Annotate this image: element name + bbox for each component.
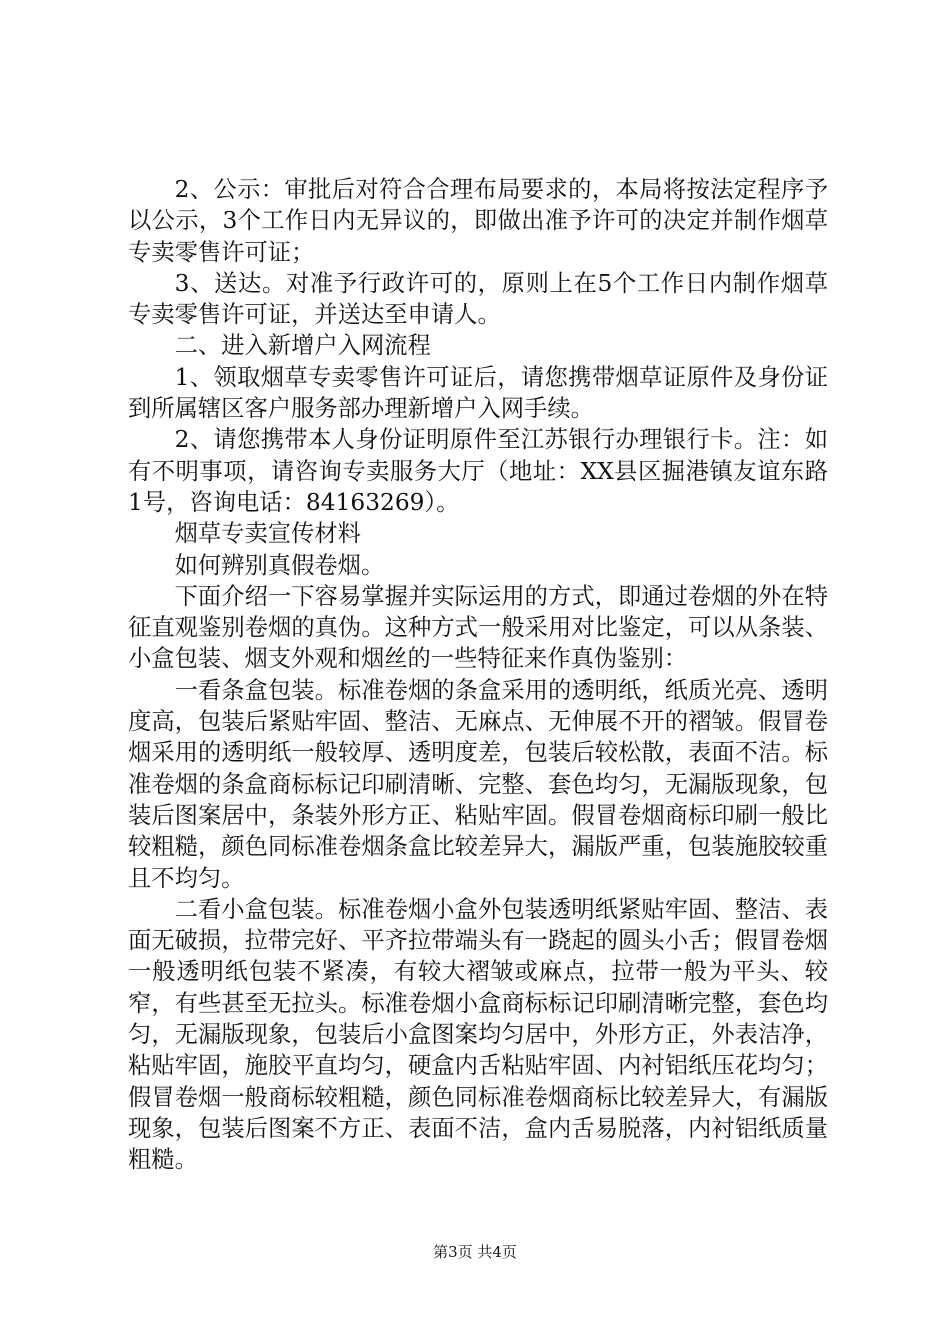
paragraph-carton-packaging: 一看条盒包装。标准卷烟的条盒采用的透明纸，纸质光亮、透明度高，包装后紧贴牢固、整洁、无麻点、无伸展不开的褶皱。假冒卷烟采用的透明纸一般较厚、透明度差，包装后较松散，表面不洁。标准卷烟的条盒商标标记印刷清晰、完整、套色均匀，无漏版现象，包装后图案居中，条装外形方正、粘贴牢固。假冒卷烟商标印刷一般比较粗糙，颜色同标准卷烟条盒比较差异大，漏版严重，包装施胶较重且不均匀。 — [128, 676, 828, 892]
document-body — [128, 174, 828, 1176]
section-heading-propaganda: 烟草专卖宣传材料 — [174, 520, 361, 548]
paragraph-publicity: 2、公示：审批后对符合合理布局要求的，本局将按法定程序予以公示，3个工作日内无异议的，即做出准予许可的决定并制作烟草专卖零售许可证； — [128, 176, 828, 266]
paragraph-network-step-2: 2、请您携带本人身份证明原件至江苏银行办理银行卡。注：如有不明事项，请咨询专卖服务大厅（地址：XX县区掘港镇友谊东路1号，咨询电话：84163269）。 — [128, 426, 828, 516]
paragraph-network-step-1: 1、领取烟草专卖零售许可证后，请您携带烟草证原件及身份证到所属辖区客户服务部办理新增户入网手续。 — [128, 363, 828, 423]
paragraph-small-box-packaging: 二看小盒包装。标准卷烟小盒外包装透明纸紧贴牢固、整洁、表面无破损，拉带完好、平齐拉带端头有一跷起的圆头小舌；假冒卷烟一般透明纸包装不紧凑，有较大褶皱或麻点，拉带一般为平头、较窄，有些甚至无拉头。标准卷烟小盒商标标记印刷清晰完整，套色均匀，无漏版现象，包装后小盒图案均匀居中，外形方正，外表洁净，粘贴牢固，施胶平直均匀，硬盒内舌粘贴牢固、内衬铝纸压花均匀；假冒卷烟一般商标较粗糙，颜色同标准卷烟商标比较差异大，有漏版现象，包装后图案不方正、表面不洁，盒内舌易脱落，内衬铝纸质量粗糙。 — [128, 895, 828, 1174]
paragraph-delivery: 3、送达。对准予行政许可的，原则上在5个工作日内制作烟草专卖零售许可证，并送达至申请人。 — [128, 269, 828, 329]
page-number-footer: 第3页 共4页 — [433, 1243, 517, 1261]
section-heading-network: 二、进入新增户入网流程 — [174, 332, 431, 360]
paragraph-introduction: 下面介绍一下容易掌握并实际运用的方式，即通过卷烟的外在特征直观鉴别卷烟的真伪。这种方式一般采用对比鉴定，可以从条装、小盒包装、烟支外观和烟丝的一些特征来作真伪鉴别： — [128, 582, 828, 673]
subheading-identify-cigarettes: 如何辨别真假卷烟。 — [174, 551, 385, 579]
